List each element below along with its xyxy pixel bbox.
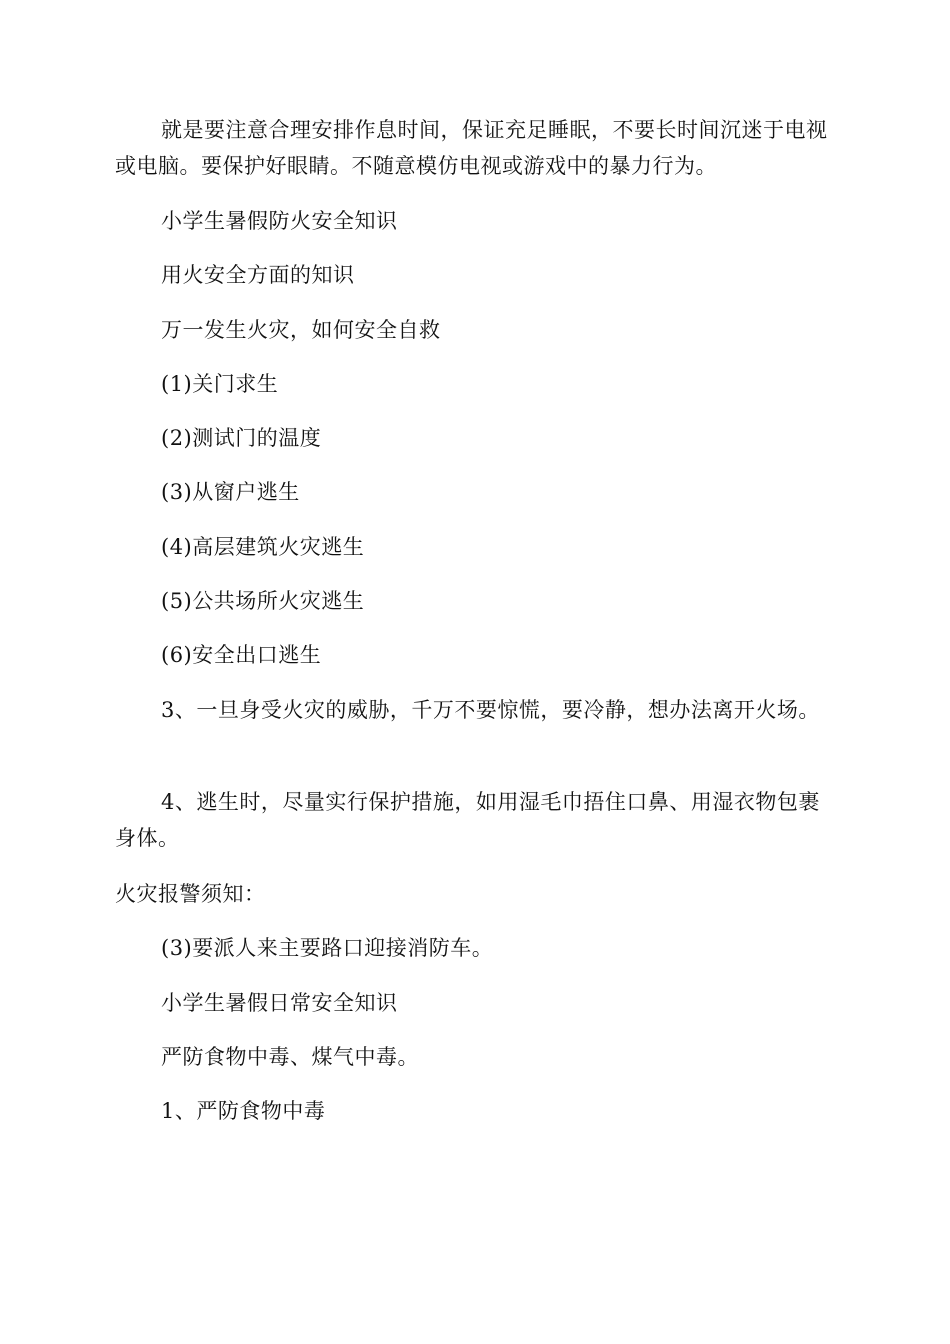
list-item-test-door: (2)测试门的温度 (161, 426, 322, 450)
paragraph-meet-fire-truck: (3)要派人来主要路口迎接消防车。 (161, 936, 494, 960)
heading-daily-safety: 小学生暑假日常安全知识 (161, 991, 398, 1015)
heading-fire-use-knowledge: 用火安全方面的知识 (161, 263, 355, 287)
list-item-highrise-escape: (4)高层建筑火灾逃生 (161, 535, 365, 559)
heading-fire-alarm: 火灾报警须知： (115, 882, 266, 906)
heading-fire-safety: 小学生暑假防火安全知识 (161, 209, 398, 233)
paragraph-protection: 4、逃生时，尽量实行保护措施，如用湿毛巾捂住口鼻、用湿衣物包裹身体。 (115, 790, 820, 850)
paragraph-stay-calm: 3、一旦身受火灾的威胁，千万不要惊慌，要冷静，想办法离开火场。 (161, 698, 820, 722)
paragraph-self-rescue: 万一发生火灾，如何安全自救 (161, 318, 441, 342)
list-item-close-door: (1)关门求生 (161, 372, 279, 396)
list-item-exit-escape: (6)安全出口逃生 (161, 643, 322, 667)
list-item-food-poisoning: 1、严防食物中毒 (161, 1099, 326, 1123)
paragraph-poisoning: 严防食物中毒、煤气中毒。 (161, 1045, 419, 1069)
list-item-window-escape: (3)从窗户逃生 (161, 480, 300, 504)
list-item-public-place-escape: (5)公共场所火灾逃生 (161, 589, 365, 613)
paragraph-rest-habits: 就是要注意合理安排作息时间，保证充足睡眠，不要长时间沉迷于电视或电脑。要保护好眼睛。不随意模仿电视或游戏中的暴力行为。 (115, 118, 828, 178)
